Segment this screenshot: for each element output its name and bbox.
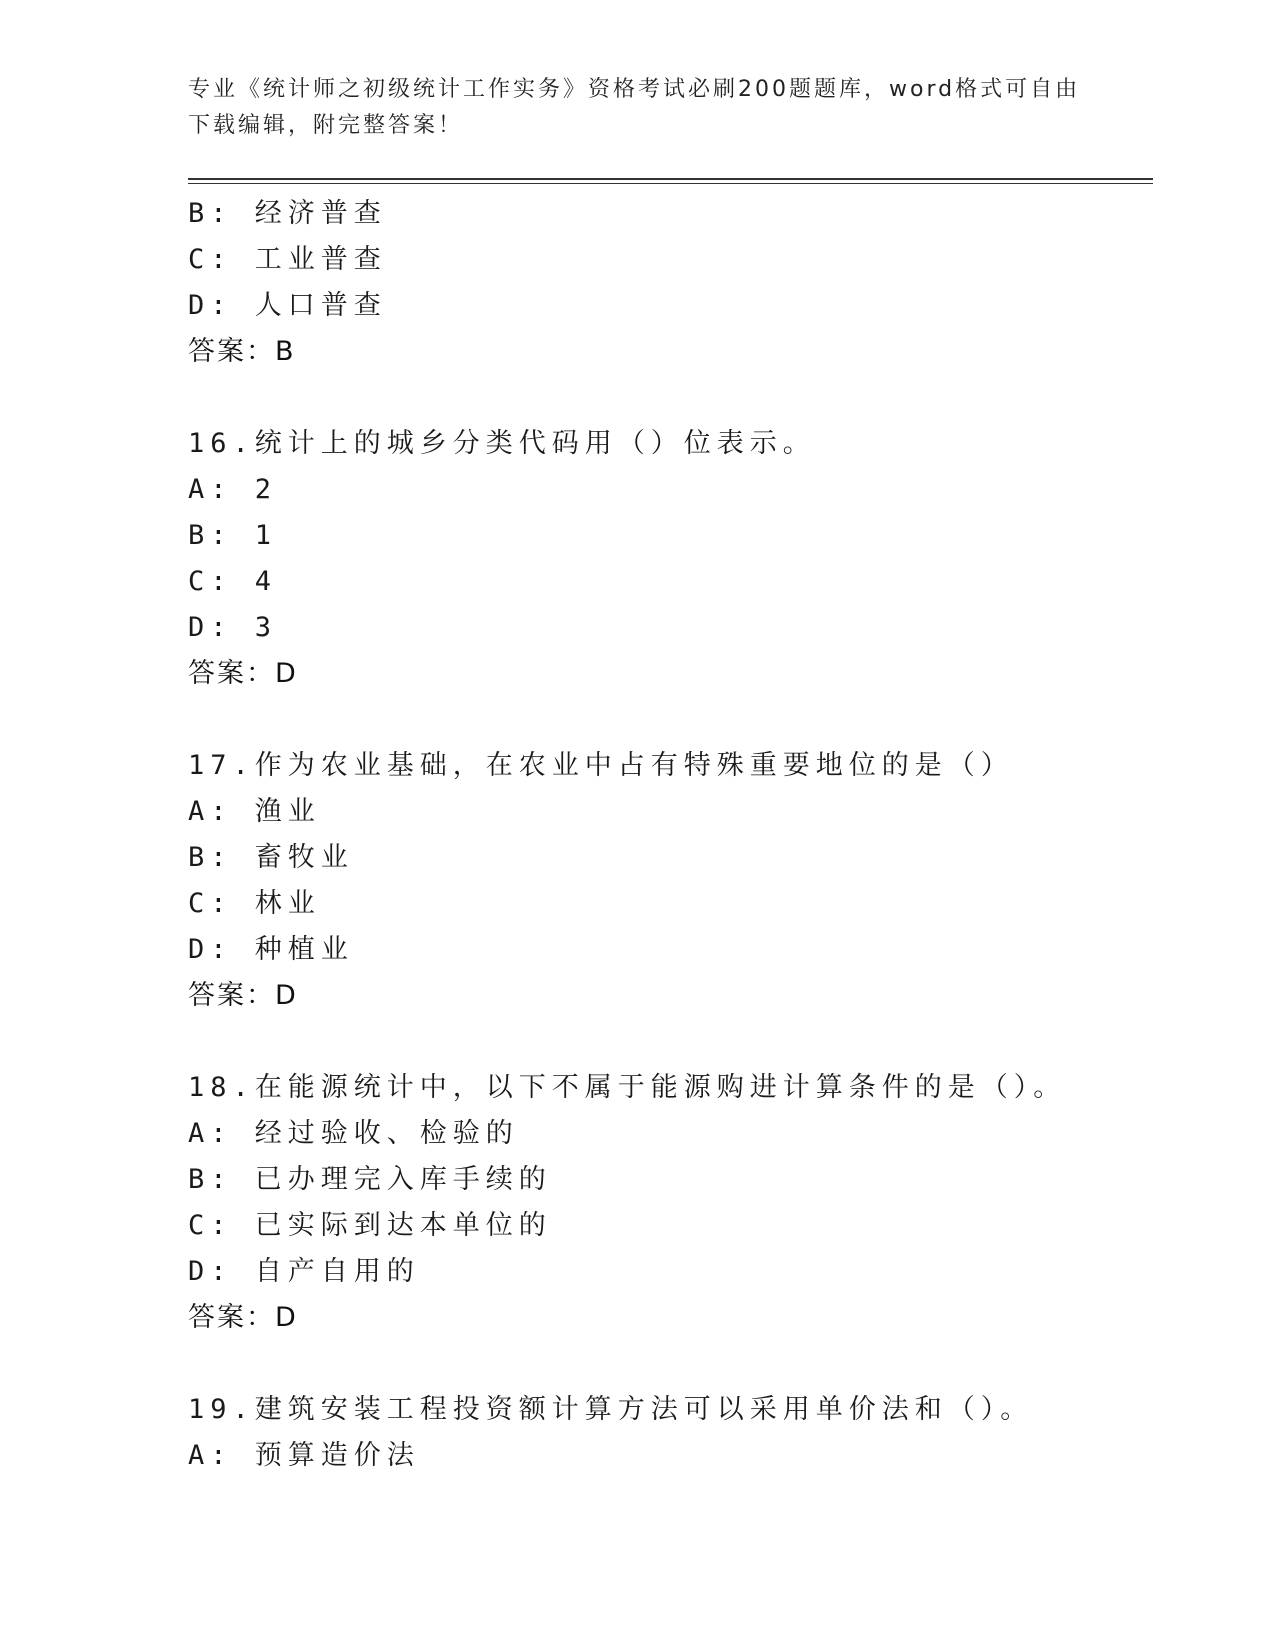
option-c: C: 已实际到达本单位的: [188, 1210, 552, 1241]
option-b: B: 经济普查: [188, 198, 387, 229]
option-c: C: 4: [188, 566, 278, 597]
spacer: [188, 375, 1153, 421]
option-a: A: 经过验收、检验的: [188, 1118, 519, 1149]
option-b: B: 已办理完入库手续的: [188, 1164, 552, 1195]
option-d: D: 3: [188, 612, 278, 643]
answer: 答案：D: [188, 658, 298, 689]
question-list: [188, 191, 1153, 1479]
spacer: [188, 1341, 1153, 1387]
option-a: A: 预算造价法: [188, 1440, 420, 1471]
answer: 答案：D: [188, 980, 298, 1011]
answer: 答案：D: [188, 1302, 298, 1333]
question-18: [188, 1065, 1153, 1341]
answer: 答案：B: [188, 336, 296, 367]
option-c: C: 林业: [188, 888, 321, 919]
option-b: B: 1: [188, 520, 278, 551]
question-16: [188, 421, 1153, 697]
spacer: [188, 1019, 1153, 1065]
option-a: A: 渔业: [188, 796, 321, 827]
header-line-2: 下载编辑，附完整答案！: [188, 113, 464, 138]
option-c: C: 工业普查: [188, 244, 387, 275]
question-17: [188, 743, 1153, 1019]
option-d: D: 自产自用的: [188, 1256, 420, 1287]
header-divider: [188, 178, 1153, 180]
question-stem: 16.统计上的城乡分类代码用（）位表示。: [188, 428, 816, 459]
spacer: [188, 697, 1153, 743]
question-stem: 17.作为农业基础，在农业中占有特殊重要地位的是（）: [188, 750, 1014, 781]
question-19: [188, 1387, 1153, 1479]
header-divider-thin: [188, 183, 1153, 184]
header-line-1: 专业《统计师之初级统计工作实务》资格考试必刷200题题库，word格式可自由: [188, 77, 1081, 102]
question-stem: 18.在能源统计中，以下不属于能源购进计算条件的是（）。: [188, 1072, 1067, 1103]
document-header: [188, 72, 1088, 144]
option-d: D: 种植业: [188, 934, 354, 965]
option-b: B: 畜牧业: [188, 842, 354, 873]
option-a: A: 2: [188, 474, 278, 505]
option-d: D: 人口普查: [188, 290, 387, 321]
question-carryover: [188, 191, 1153, 375]
question-stem: 19.建筑安装工程投资额计算方法可以采用单价法和（）。: [188, 1394, 1034, 1425]
